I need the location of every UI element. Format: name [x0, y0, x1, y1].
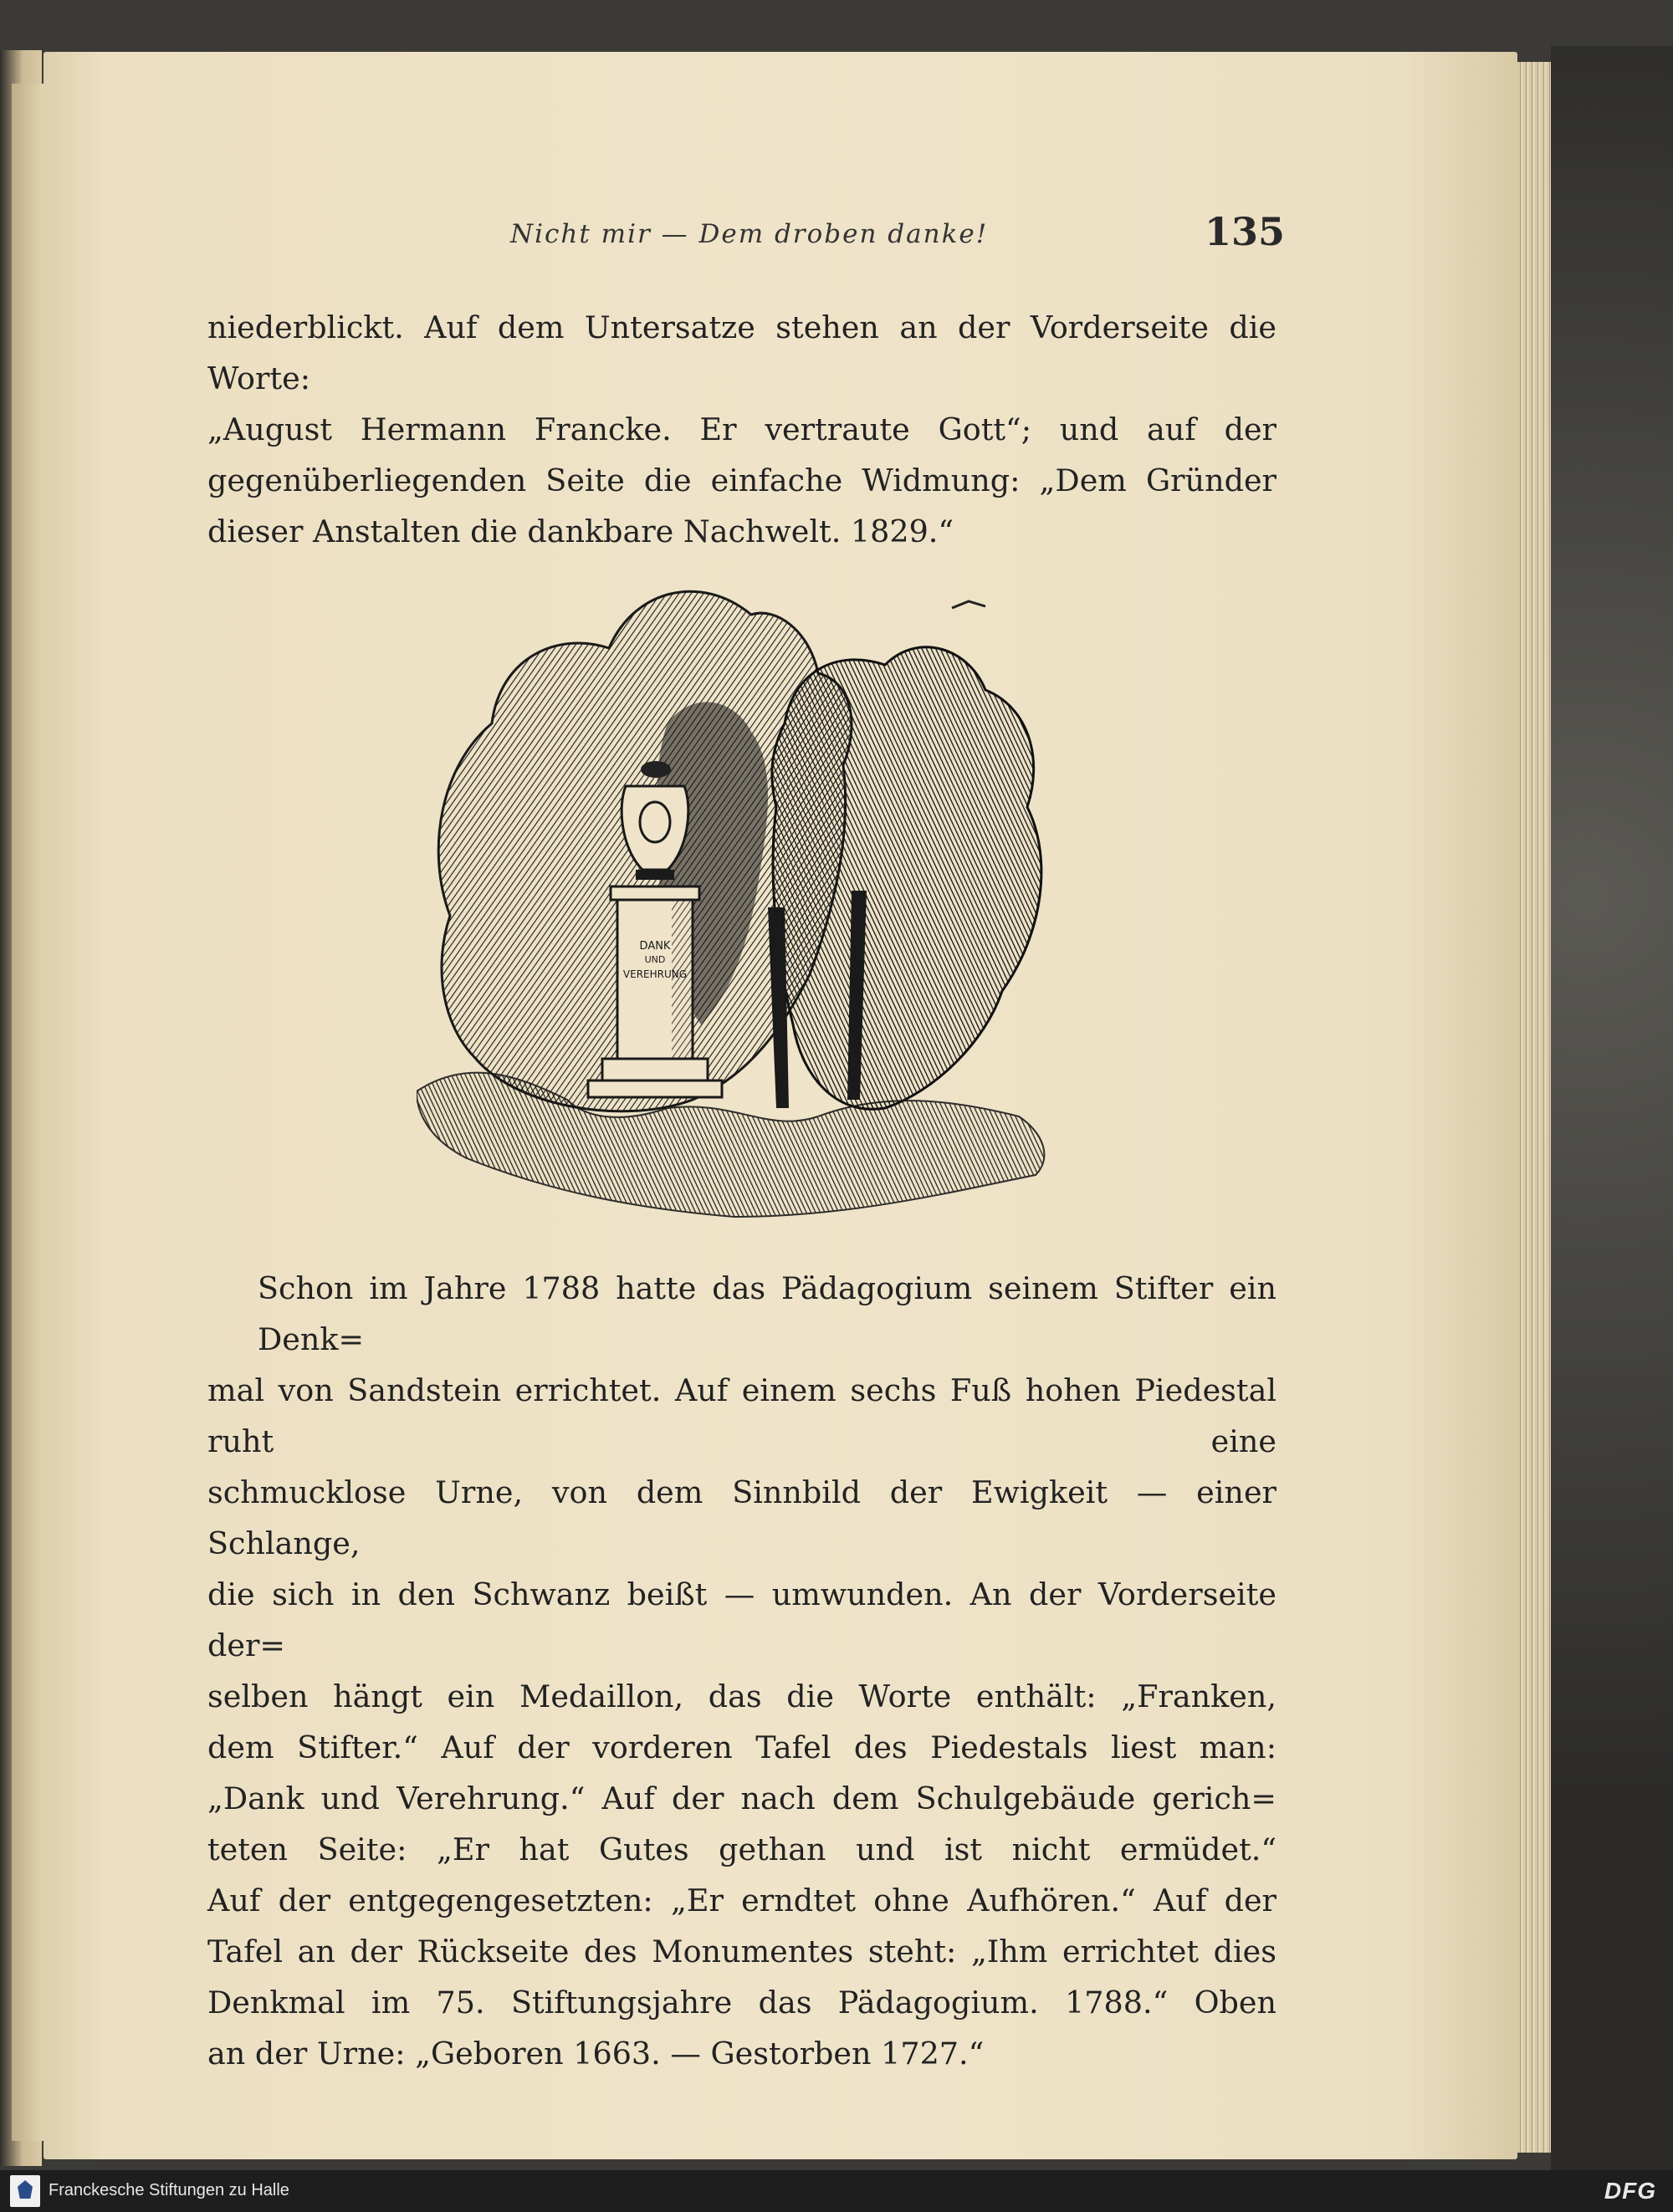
dfg-logo: DFG: [1604, 2178, 1656, 2204]
paragraph-1: [207, 302, 1276, 557]
viewer-footer: [0, 2170, 1673, 2212]
plaque-line-3: VEREHRUNG: [622, 968, 688, 980]
text-line: Auf der entgegengesetzten: „Er erndtet ohne Aufhören.“ Auf der: [207, 1882, 1276, 1918]
institution-logo-icon: [10, 2175, 40, 2207]
text-line: Schon im Jahre 1788 hatte das Pädagogium seinem Stifter ein Denk=: [258, 1270, 1276, 1357]
page-stack-edge: [1517, 62, 1551, 2153]
text-line: gegenüberliegenden Seite die einfache Widmung: „Dem Gründer: [207, 462, 1276, 498]
plaque-line-2: UND: [644, 954, 666, 965]
tree-canopy-right: [772, 647, 1041, 1110]
monument-engraving: [417, 556, 1061, 1225]
pedestal-base: [602, 1059, 708, 1080]
text-line: Tafel an der Rückseite des Monumentes steht: „Ihm errichtet dies: [207, 1934, 1276, 1969]
pedestal-cap: [611, 886, 699, 900]
running-title: Nicht mir — Dem droben danke!: [510, 219, 989, 249]
undergrowth: [417, 1073, 1044, 1217]
pedestal-plinth: [588, 1080, 722, 1097]
text-line: mal von Sandstein errichtet. Auf einem sechs Fuß hohen Piedestal ruht eine: [207, 1372, 1276, 1459]
text-line: „August Hermann Francke. Er vertraute Gott“; und auf der: [207, 411, 1276, 447]
plaque-line-1: DANK: [639, 940, 671, 953]
text-line: die sich in den Schwanz beißt — umwunden. An der Vorderseite der=: [207, 1576, 1276, 1663]
book-cover: [1551, 46, 1673, 2170]
bird-mark: [952, 601, 985, 608]
text-line: dem Stifter.“ Auf der vorderen Tafel des Piedestals liest man:: [207, 1729, 1276, 1765]
previous-page-leaf: [12, 84, 45, 2141]
paragraph-2: [207, 1263, 1276, 2079]
text-line: teten Seite: „Er hat Gutes gethan und ist nicht ermüdet.“: [207, 1831, 1276, 1867]
text-line: „Dank und Verehrung.“ Auf der nach dem Schulgebäude gerich=: [207, 1780, 1276, 1816]
text-line: an der Urne: „Geboren 1663. — Gestorben 1727.“: [207, 2036, 985, 2072]
urn: [622, 786, 688, 870]
text-line: niederblickt. Auf dem Untersatze stehen an der Vorderseite die Worte:: [207, 309, 1276, 396]
text-line: schmucklose Urne, von dem Sinnbild der Ewigkeit — einer Schlange,: [207, 1474, 1276, 1561]
page-number: 135: [1205, 209, 1286, 254]
text-line: Denkmal im 75. Stiftungsjahre das Pädagogium. 1788.“ Oben: [207, 1985, 1276, 2020]
text-line: dieser Anstalten die dankbare Nachwelt. 1829.“: [207, 513, 954, 549]
text-line: selben hängt ein Medaillon, das die Worte enthält: „Franken,: [207, 1678, 1276, 1714]
institution-name: Franckesche Stiftungen zu Halle: [49, 2181, 289, 2199]
urn-lid: [641, 761, 671, 778]
